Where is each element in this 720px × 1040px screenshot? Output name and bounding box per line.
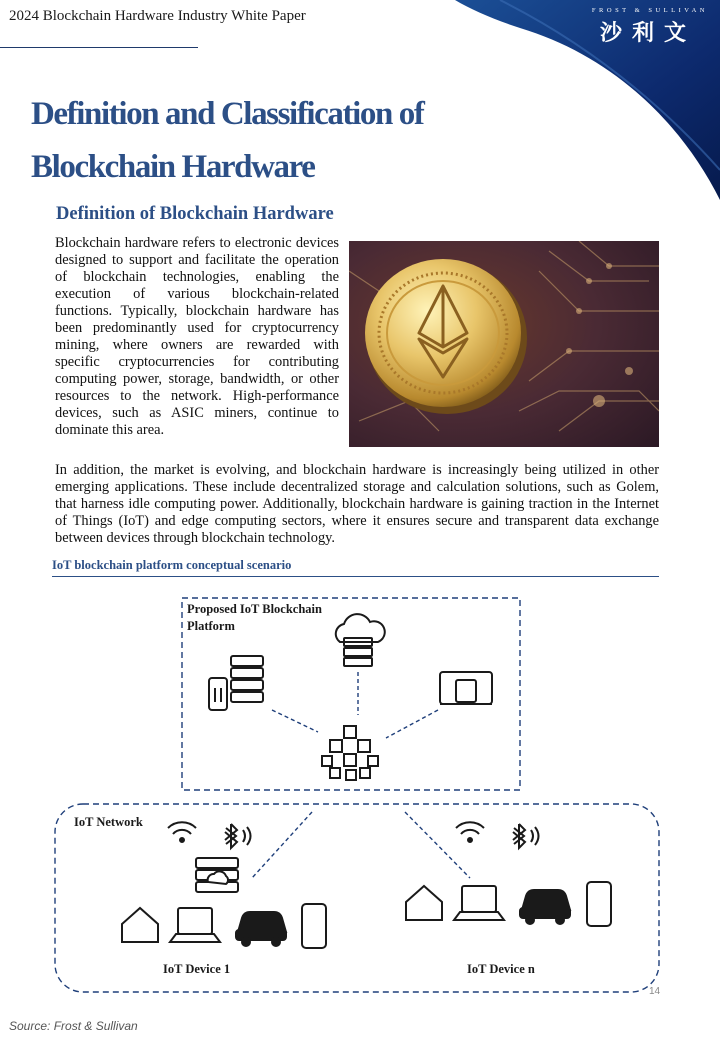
- phone-icon-1: [302, 904, 326, 948]
- brand-name-small: FROST & SULLIVAN: [591, 7, 708, 14]
- iot-device-n-label: IoT Device n: [467, 962, 535, 976]
- wifi-icon-1: [168, 822, 196, 842]
- iot-network-label: IoT Network: [74, 815, 143, 829]
- header-rule: [0, 47, 198, 48]
- bluetooth-icon-1: [225, 824, 251, 848]
- paragraph-intro: Blockchain hardware refers to electronic devices designed to support and facilitate the operation of blockchain technologies, enabling the execution of various blockchain-related functions. Typically, blockchain hardware has been predominantly used for cryptocurrency mining, where owners are rewarded with specific cryptocurrencies for contributing computing power, storage, bandwidth, or other resources to the network. High-performance devices, such as ASIC miners, continue to dominate this area.: [55, 235, 339, 438]
- header-title: 2024 Blockchain Hardware Industry White Paper: [9, 8, 306, 24]
- car-icon-n: [520, 890, 570, 924]
- bluetooth-icon-n: [513, 824, 539, 848]
- section-title: Definition of Blockchain Hardware: [56, 204, 334, 224]
- source-note: Source: Frost & Sullivan: [9, 1019, 138, 1033]
- wifi-icon-n: [456, 822, 484, 842]
- brand-logo: 沙利文: [599, 21, 696, 46]
- laptop-icon-1: [170, 908, 220, 942]
- connector-server: [272, 710, 318, 732]
- blockchain-network-icon: [322, 726, 378, 780]
- page-number: 14: [649, 986, 661, 997]
- page-title: Definition and Classification of Blockchain Hardware: [31, 96, 424, 185]
- figure-caption-rule: [52, 576, 659, 577]
- figure-caption: IoT blockchain platform conceptual scenario: [52, 558, 292, 572]
- platform-label: Proposed IoT Blockchain Platform: [187, 602, 322, 633]
- iot-blockchain-diagram: [0, 580, 720, 1000]
- crypto-coin-photo: [349, 241, 659, 447]
- connector-device1: [252, 812, 312, 878]
- edge-server-icon: [196, 858, 238, 892]
- home-icon-n: [406, 886, 442, 920]
- iot-device-1-label: IoT Device 1: [163, 962, 231, 976]
- connector-tablet: [386, 710, 438, 738]
- home-icon-1: [122, 908, 158, 942]
- tablet-icon: [440, 672, 492, 704]
- server-phone-icon: [209, 656, 263, 710]
- car-icon-1: [236, 912, 286, 946]
- phone-icon-n: [587, 882, 611, 926]
- laptop-icon-n: [454, 886, 504, 920]
- network-box: [55, 804, 659, 992]
- paragraph-market: In addition, the market is evolving, and blockchain hardware is increasingly being utilized in other emerging applications. These include decentralized storage and calculation solutions, such as Golem, that harness idle computing power. Additionally, blockchain hardware is gaining traction in the Internet of Things (IoT) and edge computing sectors, where it ensures secure and transparent data exchange between devices through blockchain technology.: [55, 462, 659, 546]
- connector-devicen: [405, 812, 470, 878]
